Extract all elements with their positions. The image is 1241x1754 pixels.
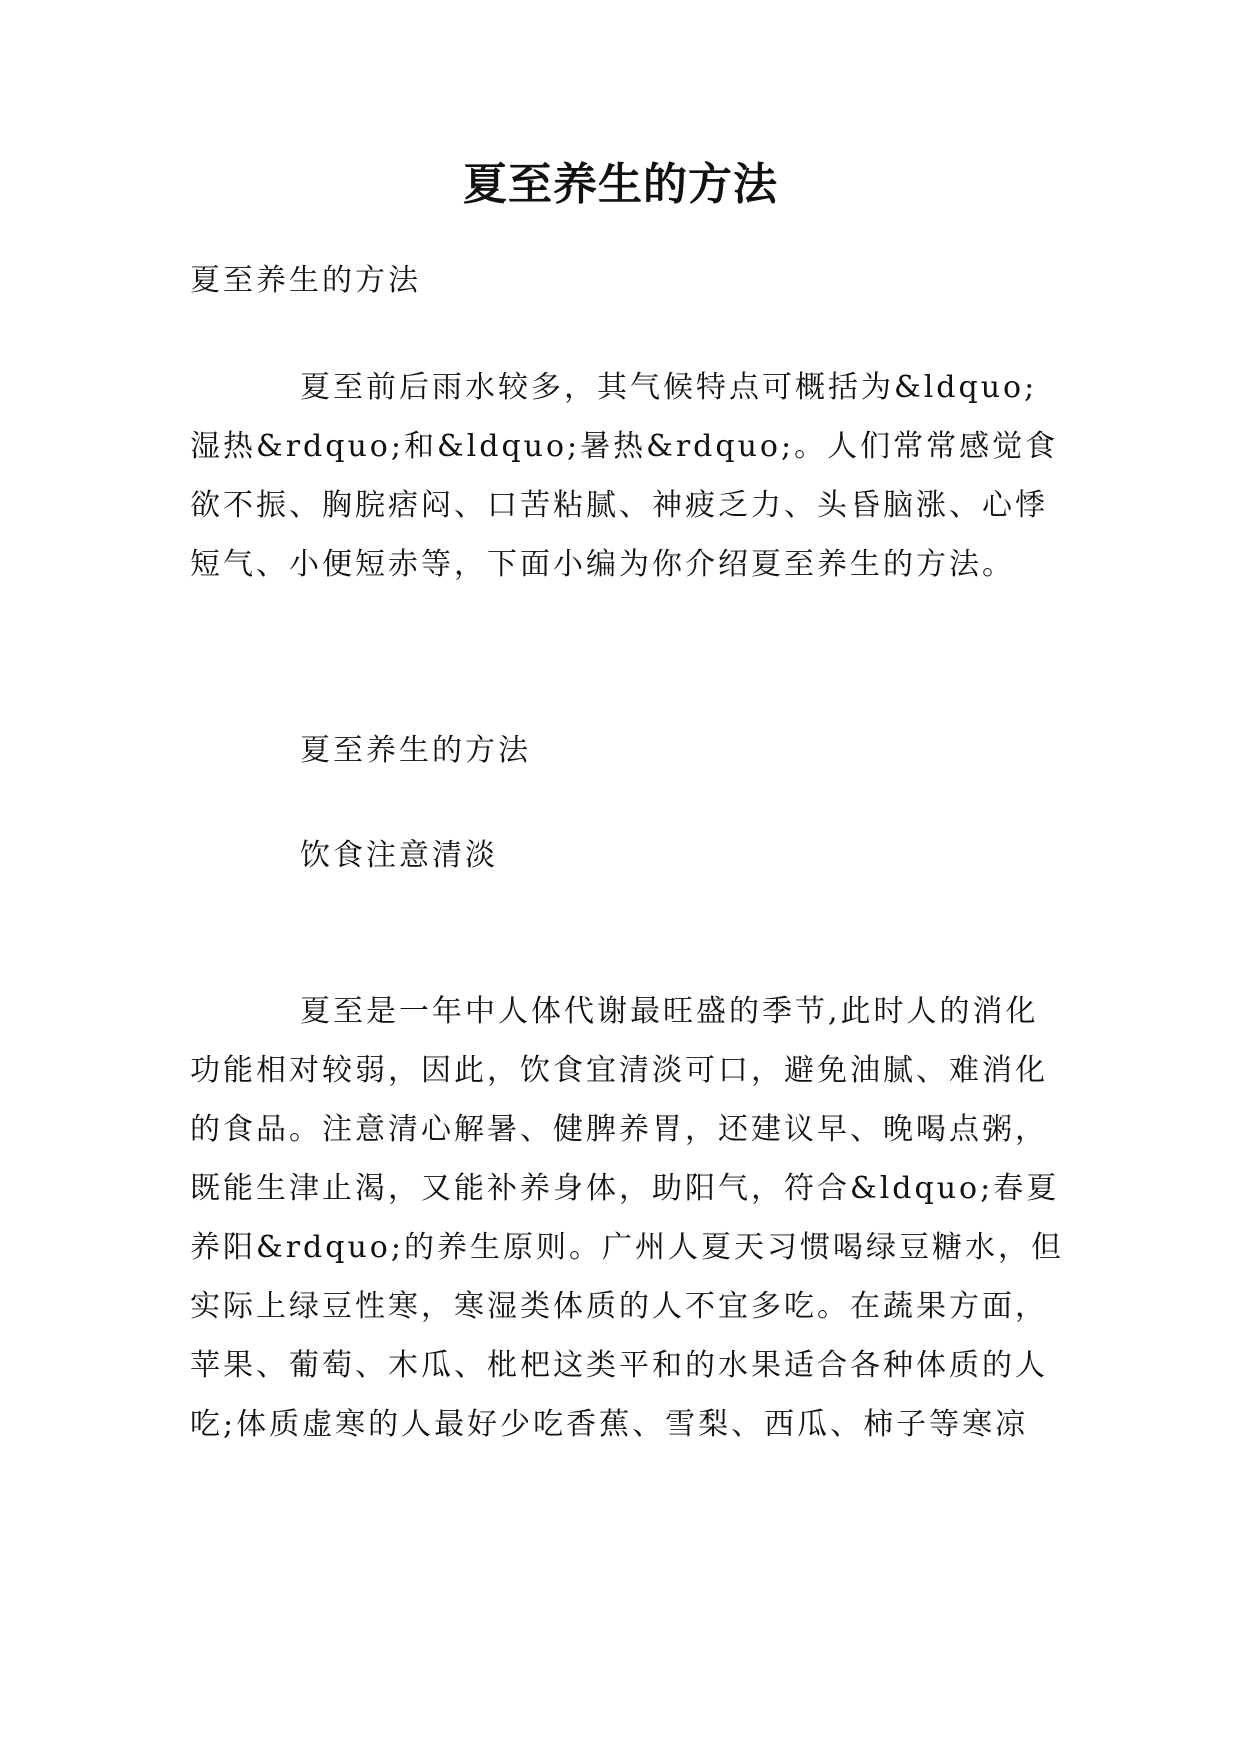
intro-paragraph: 夏至前后雨水较多，其气候特点可概括为&ldquo;湿热&rdquo;和&ldquo;暑热&rdquo;。人们常常感觉食欲不振、胸脘痞闷、口苦粘腻、神疲乏力、头昏脑涨、心悸短气、小便短赤等，下面小编为你介绍夏至养生的方法。 xyxy=(190,370,1059,582)
section-heading: 夏至养生的方法 xyxy=(300,733,531,768)
body-paragraph: 夏至是一年中人体代谢最旺盛的季节,此时人的消化功能相对较弱，因此，饮食宜清淡可口，避免油腻、难消化的食品。注意清心解暑、健脾养胃，还建议早、晚喝点粥，既能生津止渴，又能补养身体，助阳气，符合&ldquo;春夏养阳&rdquo;的养生原则。广州人夏天习惯喝绿豆糖水，但实际上绿豆性寒，寒湿类体质的人不宜多吃。在蔬果方面，苹果、葡萄、木瓜、枇杷这类平和的水果适合各种体质的人吃;体质虚寒的人最好少吃香蕉、雪梨、西瓜、柿子等寒凉 xyxy=(190,994,1064,1442)
document-subtitle: 夏至养生的方法 xyxy=(190,263,421,298)
document-title: 夏至养生的方法 xyxy=(463,159,778,210)
subsection-heading: 饮食注意清淡 xyxy=(300,838,498,873)
